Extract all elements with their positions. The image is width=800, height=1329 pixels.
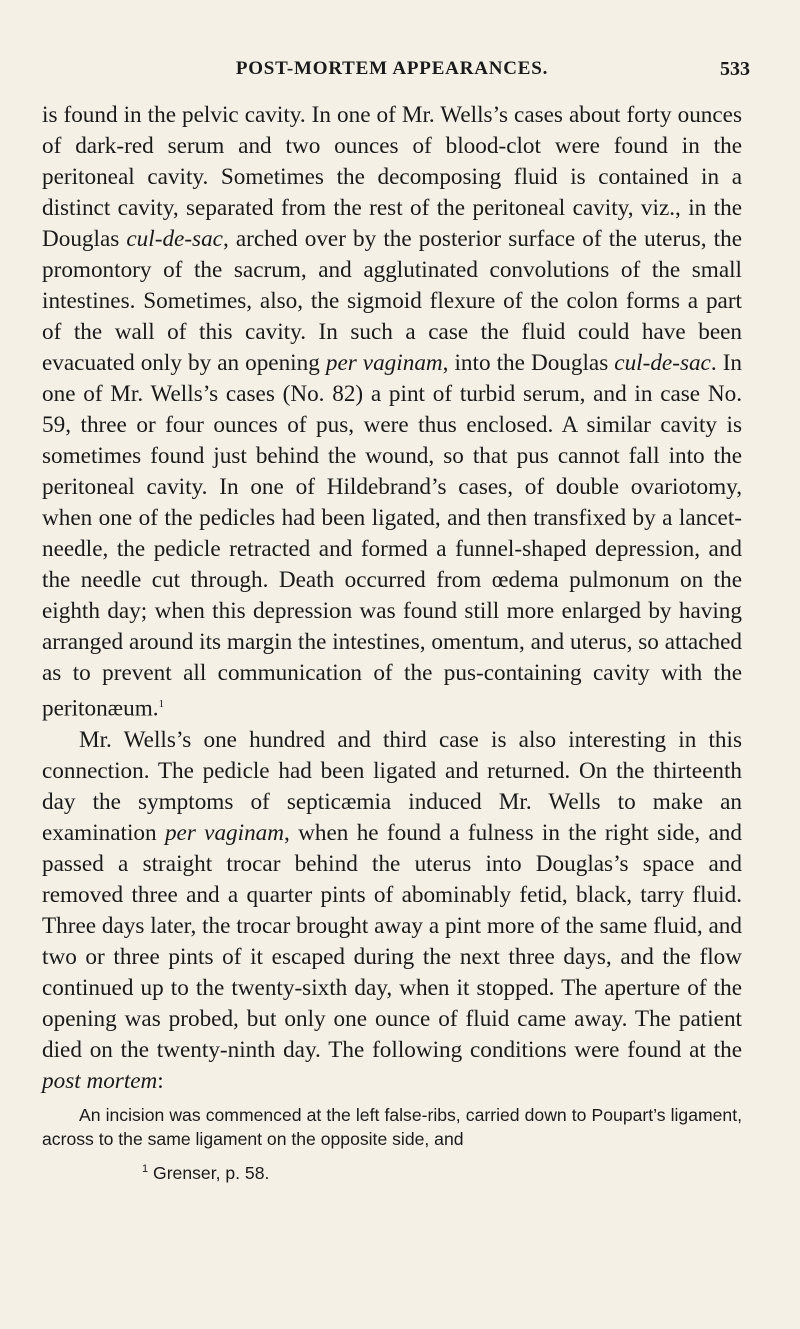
italic-term: per vaginam: [164, 819, 285, 846]
text-run: Mr. Wells’s one hundred and third case is also interesting in this connection. The pedicle had been ligated and returned. On the thirteenth day the symptoms of septicæmia induced Mr. Wells to make an examination: [42, 726, 742, 846]
text-run: , into the Douglas: [442, 350, 615, 376]
page-header: [42, 58, 750, 84]
text-run: is found in the pelvic cavity. In one of Mr. Wells’s cases about forty ounces of dark-red serum and two ounces of blood-clot were found in the peritoneal cavity. Sometimes the decomposing fluid is contained in a distinct cavity, separated from the rest of the peritoneal cavity, viz., in the Douglas: [42, 102, 742, 252]
italic-term: per vaginam: [325, 350, 443, 376]
running-title: POST-MORTEM APPEARANCES.: [235, 58, 549, 79]
text-run: , when he found a fulness in the right side, and passed a straight trocar behind the uterus into Douglas’s space and removed three and a quarter pints of abominably fetid, black, tarry fluid. Three days later, the trocar brought away a pint more of the same fluid, and two or three pints of it escaped during the next three days, and the flow continued up to the twenty-sixth day, when it stopped. The aperture of the opening was probed, but only one ounce of fluid came away. The patient died on the twenty-ninth day. The following conditions were found at the: [42, 819, 742, 1063]
footnote-text: Grenser, p. 58.: [148, 1162, 270, 1183]
text-run: . In one of Mr. Wells’s cases (No. 82) a pint of turbid serum, and in case No. 59, three or four ounces of pus, were thus enclosed. A similar cavity is sometimes found just behind the wound, so that pus cannot fall into the peritoneal cavity. In one of Hildebrand’s cases, of double ovariotomy, when one of the pedicles had been ligated, and then transfixed by a lancet-needle, the pedicle retracted and formed a funnel-shaped depression, and the needle cut through. Death occurred from œdema pulmonum on the eighth day; when this depression was found still more enlarged by having arranged around its margin the intestines, omentum, and uterus, so attached as to prevent all communication of the pus-containing cavity with the peritonæum.: [42, 350, 743, 722]
footnote-ref: 1: [158, 698, 165, 710]
text-run: :: [157, 1067, 164, 1094]
page-number: 533: [720, 58, 750, 80]
italic-term: post mortem: [42, 1067, 158, 1094]
paragraph-1: [42, 100, 742, 725]
text-run: , arched over by the posterior surface of the uterus, the promontory of the sacrum, and agglutinated convolutions of the small intestines. Sometimes, also, the sigmoid flexure of the colon forms a part of the wall of this cavity. In such a case the fluid could have been evacuated only by an opening: [42, 226, 742, 376]
italic-term: cul-de-sac: [126, 226, 223, 252]
footnote-marker: 1: [142, 1162, 149, 1175]
body-text: [42, 100, 742, 1185]
small-print-paragraph: An incision was commenced at the left false-ribs, carried down to Poupart’s ligament, across to the same ligament on the opposite side, and: [42, 1104, 742, 1149]
paragraph-2: [42, 725, 742, 1097]
italic-term: cul-de-sac: [614, 350, 711, 376]
footnote: [42, 1157, 742, 1185]
